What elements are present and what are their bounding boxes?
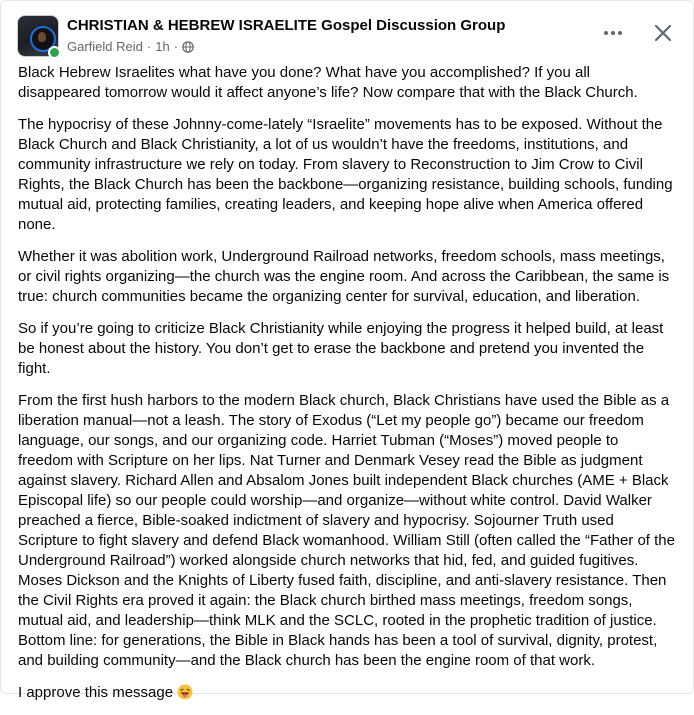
close-icon xyxy=(654,24,672,42)
closing-text: I approve this message xyxy=(18,684,174,701)
group-name-link[interactable]: CHRISTIAN & HEBREW ISRAELITE Gospel Discussion Group xyxy=(67,17,506,34)
post-meta xyxy=(67,39,194,54)
more-dots-icon xyxy=(603,30,623,36)
group-avatar[interactable] xyxy=(17,15,59,57)
laughing-tongue-emoji-icon xyxy=(177,684,193,700)
post-paragraph-4: So if you’re going to criticize Black Christianity while enjoying the progress it helped build, at least be honest about the history. You don’t get to erase the backbone and pretend you invented the fight. xyxy=(18,320,664,377)
meta-separator-2: · xyxy=(173,39,179,54)
post-header xyxy=(17,15,677,59)
post-paragraph-5: From the first hush harbors to the modern Black church, Black Christians have used the Bible as a liberation manual—not a leash. The story of Exodus (“Let my people go”) became our freedom language, our songs, and our organizing code. Harriet Tubman (“Moses”) moved people to freedom with Scripture on her lips. Nat Turner and Denmark Vesey read the Bible as judgment against slavery. Richard Allen and Absalom Jones built independent Black churches (AME + Black Episcopal life) so our people could worship—and organize—without white control. David Walker preached a fierce, Bible-soaked indictment of slavery and hypocrisy. Sojourner Truth used Scripture to fight slavery and defend Black womanhood. William Still (often called the “Father of the Underground Railroad”) worked alongside church networks that hid, fed, and guided fugitives. Moses Dickson and the Knights of Liberty fused faith, discipline, and anti-slavery resistance. Then the Civil Rights era proved it again: the Black church birthed mass meetings, freedom songs, mutual aid, and leadership—think MLK and the SCLC, rooted in the prophetic tradition of justice. Bottom line: for generations, the Bible in Black hands has been a tool of survival, dignity, protest, and building community—and the Black church has been the engine room of that work. xyxy=(18,392,675,669)
author-name-link[interactable]: Garfield Reid xyxy=(67,39,143,54)
post-closing-line xyxy=(18,683,676,703)
meta-separator: · xyxy=(146,39,152,54)
close-button[interactable] xyxy=(649,19,677,47)
post-time[interactable]: 1h xyxy=(155,39,170,54)
post-paragraph-1: Black Hebrew Israelites what have you done? What have you accomplished? If you all disappeared tomorrow would it affect anyone’s life? Now compare that with the Black Church. xyxy=(18,64,638,101)
globe-icon xyxy=(182,41,194,53)
post-paragraph-2: The hypocrisy of these Johnny-come-lately “Israelite” movements has to be exposed. Without the Black Church and Black Christianity, a lot of us wouldn’t have the freedoms, institutions, and community infrastructure we rely on today. From slavery to Reconstruction to Jim Crow to Civil Rights, the Black Church has been the backbone—organizing resistance, building schools, funding mutual aid, protecting families, creating leaders, and keeping hope alive when America offered none. xyxy=(18,116,673,233)
post-paragraph-3: Whether it was abolition work, Underground Railroad networks, freedom schools, mass meetings, or civil rights organizing—the church was the engine room. And across the Caribbean, the same is true: church communities became the organizing center for survival, education, and liberation. xyxy=(18,248,670,305)
online-status-dot xyxy=(48,46,61,59)
post-body xyxy=(18,63,676,715)
more-options-button[interactable] xyxy=(597,21,629,45)
